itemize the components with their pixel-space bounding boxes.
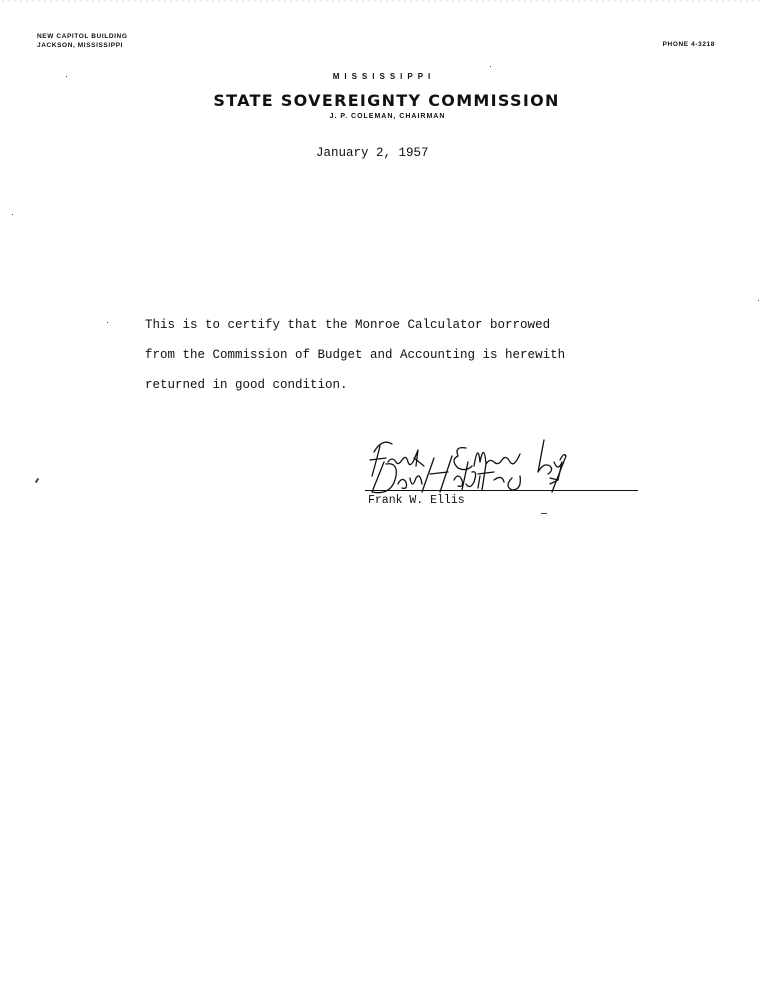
handwritten-signature — [362, 432, 642, 522]
scan-speck — [541, 513, 547, 514]
address-line-1: NEW CAPITOL BUILDING — [37, 33, 128, 40]
letter-body — [145, 310, 565, 400]
scan-speck — [66, 76, 67, 77]
scan-speck — [12, 214, 13, 215]
signer-typed-name: Frank W. Ellis — [368, 494, 465, 507]
scan-speck — [35, 478, 40, 483]
body-line-2: from the Commission of Budget and Accounting is herewith — [145, 348, 566, 362]
letterhead-commission-title: STATE SOVEREIGNTY COMMISSION — [213, 91, 560, 110]
letterhead-phone: PHONE 4-3218 — [662, 41, 715, 48]
scan-speck — [490, 66, 491, 67]
letterhead-chairman: J. P. COLEMAN, CHAIRMAN — [329, 113, 446, 120]
body-line-1: This is to certify that the Monroe Calculator borrowed — [145, 318, 551, 332]
address-line-2: JACKSON, MISSISSIPPI — [37, 42, 124, 49]
scan-edge-dots — [0, 0, 763, 2]
letter-date: January 2, 1957 — [316, 146, 429, 160]
letterhead-address — [37, 32, 127, 50]
scan-speck — [107, 322, 108, 323]
letterhead-state: MISSISSIPPI — [332, 72, 436, 81]
scan-speck — [758, 300, 759, 301]
signature-line — [365, 490, 638, 491]
body-line-3: returned in good condition. — [145, 378, 348, 392]
